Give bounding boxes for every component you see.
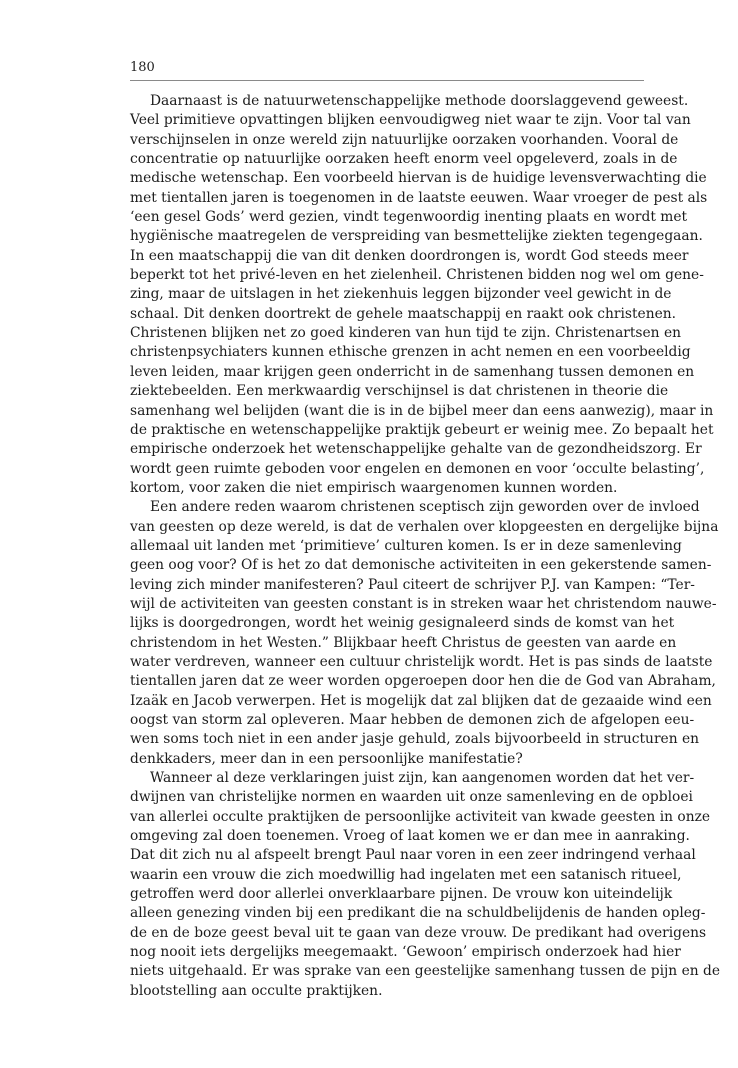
text-line: christendom in het Westen.” Blijkbaar heeft Christus de geesten van aarde en xyxy=(130,634,677,651)
text-line: Een andere reden waarom christenen sceptisch zijn geworden over de invloed xyxy=(150,499,700,516)
text-line: christenpsychiaters kunnen ethische grenzen in acht nemen en een voorbeeldig xyxy=(130,344,691,361)
text-line: dwijnen van christelijke normen en waarden uit onze samenleving en de opbloei xyxy=(130,789,693,806)
text-line: de praktische en wetenschappelijke praktijk gebeurt er weinig mee. Zo bepaalt het xyxy=(130,421,714,438)
text-line: empirische onderzoek het wetenschappelijke gehalte van de gezondheidszorg. Er xyxy=(130,441,702,458)
text-line: geen oog voor? Of is het zo dat demonische activiteiten in een gekerstende samen- xyxy=(130,557,712,574)
paragraph xyxy=(130,498,719,769)
text-line: beperkt tot het privé-leven en het zielenheil. Christenen bidden nog wel om gene- xyxy=(130,267,704,284)
text-line: allemaal uit landen met ‘primitieve’ culturen komen. Is er in deze samenleving xyxy=(130,537,682,554)
text-line: Veel primitieve opvattingen blijken eenvoudigweg niet waar te zijn. Voor tal van xyxy=(130,112,691,129)
paragraph xyxy=(130,769,721,1001)
header-rule xyxy=(130,80,644,81)
text-line: wijl de activiteiten van geesten constant is in streken waar het christendom nauwe- xyxy=(130,595,717,612)
text-line: wen soms toch niet in een ander jasje gehuld, zoals bijvoorbeeld in structuren en xyxy=(130,731,700,748)
text-line: alleen genezing vinden bij een predikant die na schuldbelijdenis de handen opleg- xyxy=(130,905,706,922)
text-line: waarin een vrouw die zich moedwillig had ingelaten met een satanisch ritueel, xyxy=(130,866,682,883)
text-line: ziektebeelden. Een merkwaardig verschijnsel is dat christenen in theorie die xyxy=(130,383,669,400)
text-line: nog nooit iets dergelijks meegemaakt. ‘Gewoon’ empirisch onderzoek had hier xyxy=(130,944,681,961)
text-line: tientallen jaren dat ze weer worden opgeroepen door hen die de God van Abraham, xyxy=(130,673,716,690)
text-line: medische wetenschap. Een voorbeeld hiervan is de huidige levensverwachting die xyxy=(130,170,707,187)
text-line: kortom, voor zaken die niet empirisch waargenomen kunnen worden. xyxy=(130,479,618,496)
text-line: Daarnaast is de natuurwetenschappelijke methode doorslaggevend geweest. xyxy=(150,93,689,109)
text-line: van allerlei occulte praktijken de persoonlijke activiteit van kwade geesten in onze xyxy=(130,808,711,825)
text-line: niets uitgehaald. Er was sprake van een geestelijke samenhang tussen de pijn en de xyxy=(130,963,721,980)
text-line: schaal. Dit denken doortrekt de gehele maatschappij en raakt ook christenen. xyxy=(130,305,677,322)
text-line: blootstelling aan occulte praktijken. xyxy=(130,982,383,999)
text-line: leven leiden, maar krijgen geen onderricht in de samenhang tussen demonen en xyxy=(130,363,695,380)
text-line: de en de boze geest beval uit te gaan van deze vrouw. De predikant had overigens xyxy=(130,924,707,941)
text-line: concentratie op natuurlijke oorzaken heeft enorm veel opgeleverd, zoals in de xyxy=(130,151,678,168)
text-line: Christenen blijken net zo goed kinderen van hun tijd te zijn. Christenartsen en xyxy=(130,325,681,342)
text-line: hygiënische maatregelen de verspreiding van besmettelijke ziekten tegengegaan. xyxy=(130,228,703,245)
text-line: denkkaders, meer dan in een persoonlijke manifestatie? xyxy=(130,750,523,767)
text-line: wordt geen ruimte geboden voor engelen en demonen en voor ‘occulte belasting’, xyxy=(130,460,705,477)
page-body xyxy=(130,92,721,1001)
text-line: verschijnselen in onze wereld zijn natuurlijke oorzaken voorhanden. Vooral de xyxy=(130,131,679,148)
text-line: getroffen werd door allerlei onverklaarbare pijnen. De vrouw kon uiteindelijk xyxy=(130,886,673,903)
text-line: oogst van storm zal opleveren. Maar hebben de demonen zich de afgelopen eeu- xyxy=(130,712,695,728)
text-line: ‘een gesel Gods’ werd gezien, vindt tegenwoordig inenting plaats en wordt met xyxy=(130,209,688,226)
text-line: leving zich minder manifesteren? Paul citeert de schrijver P.J. van Kampen: “Ter- xyxy=(130,576,695,593)
text-line: samenhang wel belijden (want die is in de bijbel meer dan eens aanwezig), maar in xyxy=(130,402,714,419)
text-line: met tientallen jaren is toegenomen in de laatste eeuwen. Waar vroeger de pest als xyxy=(130,189,708,206)
text-line: In een maatschappij die van dit denken doordrongen is, wordt God steeds meer xyxy=(130,247,689,264)
text-line: van geesten op deze wereld, is dat de verhalen over klopgeesten en dergelijke bijna xyxy=(130,518,719,535)
text-line: omgeving zal doen toenemen. Vroeg of laat komen we er dan mee in aanraking. xyxy=(130,828,690,845)
paragraph xyxy=(130,92,714,498)
text-line: water verdreven, wanneer een cultuur christelijk wordt. Het is pas sinds de laatste xyxy=(130,653,713,670)
text-line: Dat dit zich nu al afspeelt brengt Paul naar voren in een zeer indringend verhaal xyxy=(130,847,696,864)
page-number: 180 xyxy=(130,60,155,75)
text-line: Wanneer al deze verklaringen juist zijn, kan aangenomen worden dat het ver- xyxy=(150,770,695,787)
text-line: zing, maar de uitslagen in het ziekenhuis leggen bijzonder veel gewicht in de xyxy=(130,286,672,303)
text-line: lijks is doorgedrongen, wordt het weinig gesignaleerd sinds de komst van het xyxy=(130,615,675,632)
text-line: Izaäk en Jacob verwerpen. Het is mogelijk dat zal blijken dat de gezaaide wind een xyxy=(130,692,712,709)
